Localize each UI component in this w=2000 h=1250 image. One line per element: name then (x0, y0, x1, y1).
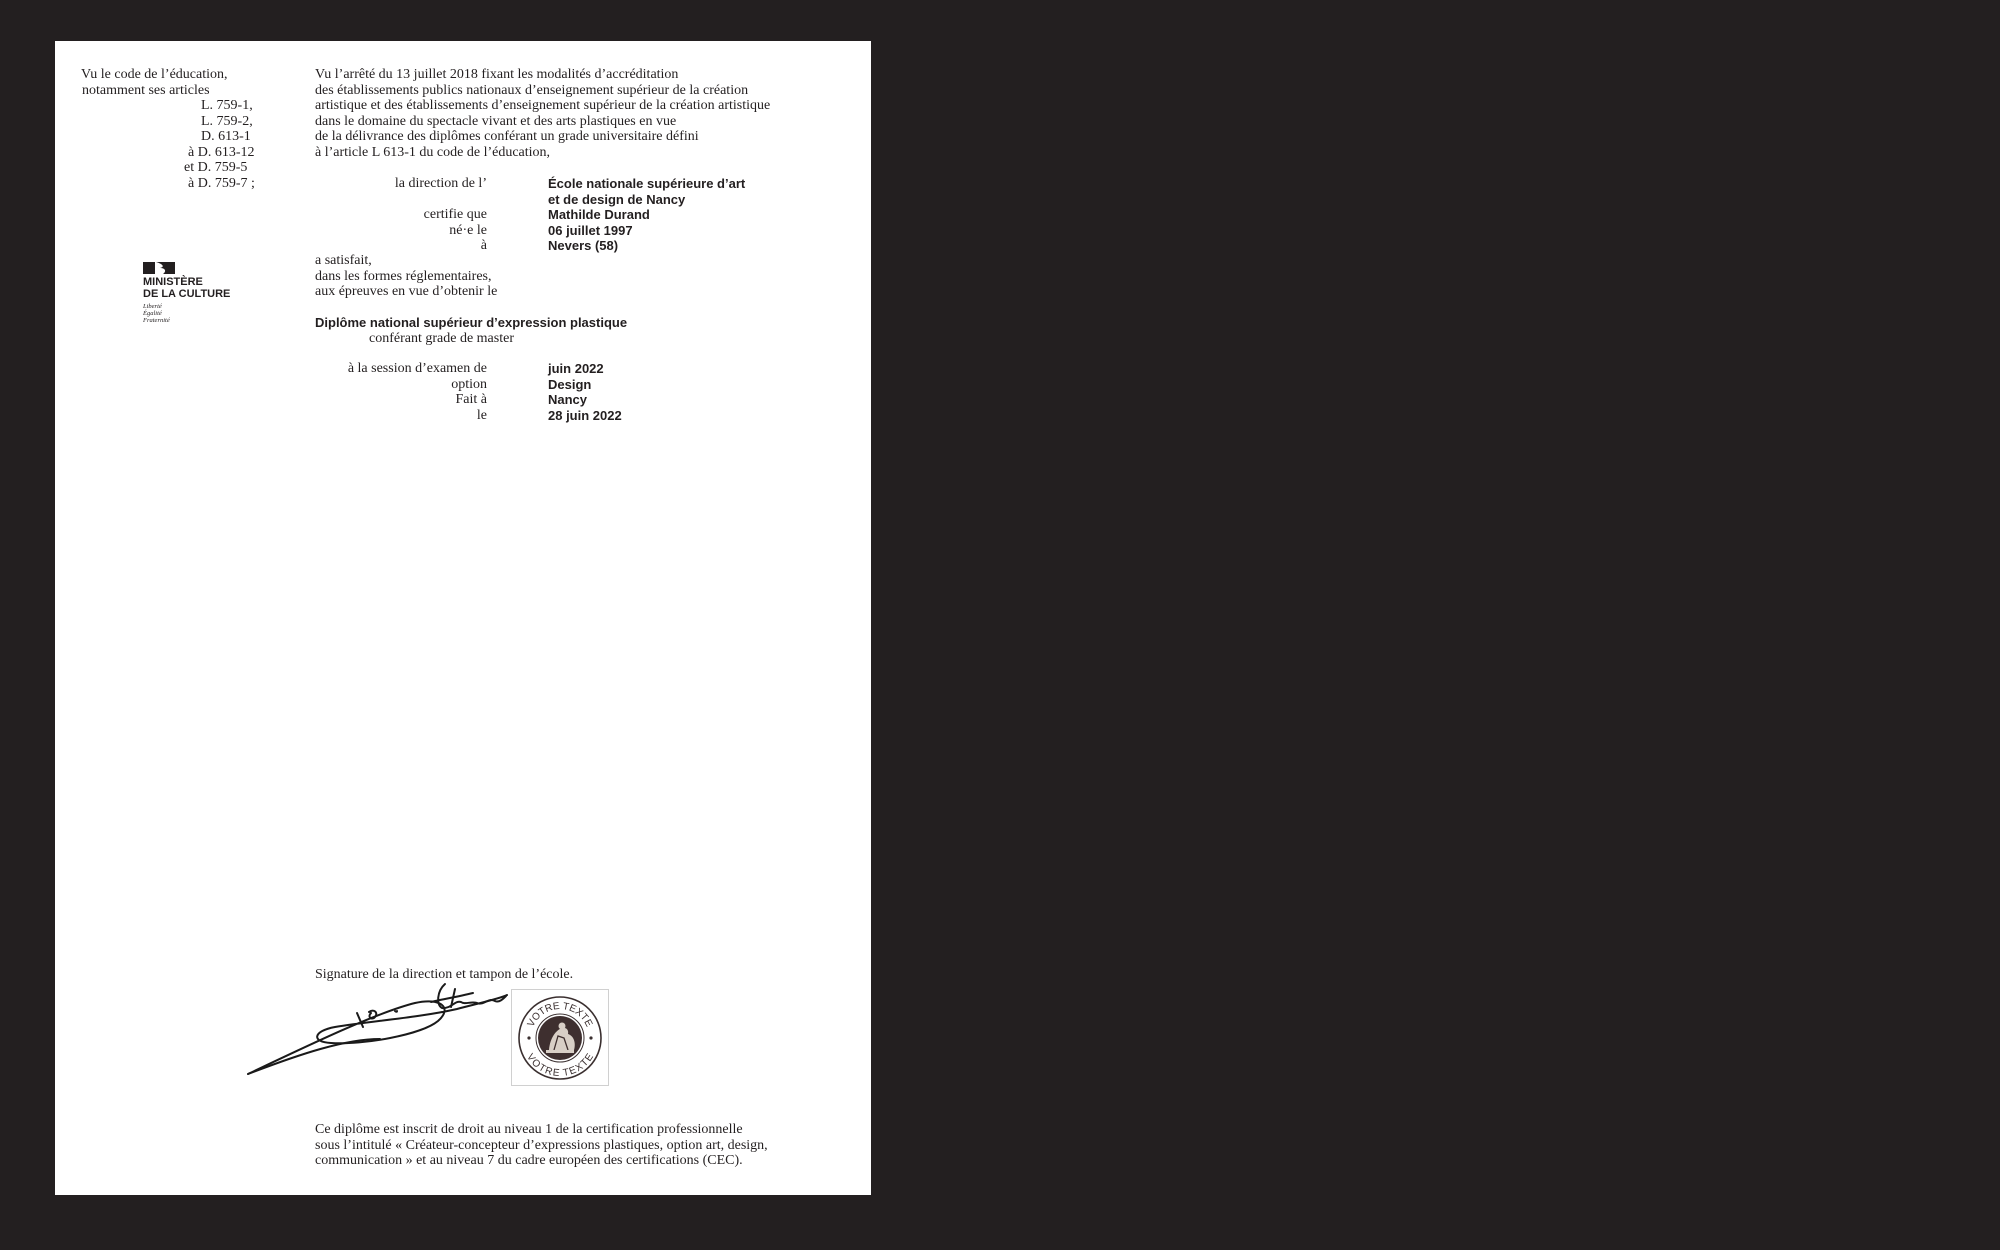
decree-line: Vu l’arrêté du 13 juillet 2018 fixant les modalités d’accréditation (315, 67, 679, 82)
date-value: 28 juin 2022 (548, 407, 622, 423)
birth-date: 06 juillet 1997 (548, 222, 633, 238)
certification-notice-line: Ce diplôme est inscrit de droit au niveau 1 de la certification professionnelle (315, 1122, 743, 1137)
motto-word: Liberté (143, 303, 162, 310)
school-row (315, 176, 815, 192)
born-label: né·e le (449, 222, 487, 238)
marianne-icon (143, 261, 175, 273)
certification-notice (315, 1122, 768, 1169)
decree-paragraph (315, 67, 770, 160)
school-row-2 (315, 192, 815, 208)
session-row (315, 361, 815, 377)
decree-line: dans le domaine du spectacle vivant et des arts plastiques en vue (315, 113, 677, 129)
ministry-name-line: MINISTÈRE (143, 276, 203, 288)
ministry-logo (143, 261, 273, 324)
decree-line: à l’article L 613-1 du code de l’éducation, (315, 144, 551, 160)
school-name-line: et de design de Nancy (548, 191, 686, 207)
decree-line: artistique et des établissements d’enseignement supérieur de la création artistique (315, 98, 771, 113)
satisfied-line: dans les formes réglementaires, (315, 268, 492, 284)
article-ref: à D. 759-7 ; (188, 175, 255, 191)
holder-row (315, 207, 815, 223)
option-value: Design (548, 376, 592, 392)
school-stamp (511, 989, 609, 1086)
certification-notice-line: sous l’intitulé « Créateur-concepteur d’expressions plastiques, option art, design, (315, 1137, 768, 1153)
session-label: à la session d’examen de (347, 361, 487, 376)
date-row (315, 408, 815, 424)
diploma-page (55, 41, 871, 1195)
diploma-grade: conférant grade de master (369, 330, 514, 346)
decree-line: de la délivrance des diplômes conférant un grade universitaire défini (315, 129, 699, 144)
satisfied-line: a satisfait, (315, 253, 372, 268)
satisfied-line: aux épreuves en vue d’obtenir le (315, 284, 498, 299)
done-at-value: Nancy (548, 392, 588, 407)
done-at-row (315, 392, 815, 408)
done-at-label: Fait à (455, 392, 487, 407)
date-label: le (476, 407, 487, 423)
school-name-line: École nationale supérieure d’art (548, 176, 746, 191)
certification-notice-line: communication » et au niveau 7 du cadre européen des certifications (CEC). (315, 1153, 743, 1168)
direction-label: la direction de l’ (394, 176, 487, 191)
article-ref: et D. 759-5 (184, 160, 248, 175)
ministry-name-line: DE LA CULTURE (143, 288, 231, 300)
option-row (315, 377, 815, 393)
decree-line: des établissements publics nationaux d’enseignement supérieur de la création (315, 82, 749, 98)
motto-word: Fraternité (143, 317, 170, 324)
article-ref: L. 759-1, (201, 98, 253, 113)
birth-place-row (315, 238, 815, 254)
birth-place: Nevers (58) (548, 238, 619, 253)
birth-date-row (315, 223, 815, 239)
option-label: option (451, 376, 487, 392)
session-value: juin 2022 (548, 361, 604, 376)
motto-word: Égalité (143, 310, 162, 317)
signature-caption: Signature de la direction et tampon de l’école. (315, 967, 574, 982)
legal-articles (77, 67, 267, 191)
holder-name: Mathilde Durand (548, 207, 650, 222)
articles-intro-line: notamment ses articles (82, 82, 210, 98)
articles-intro-line: Vu le code de l’éducation, (81, 67, 228, 82)
article-ref: L. 759-2, (201, 113, 253, 129)
stamp-text-bottom: VOTRE TEXTE (523, 1052, 597, 1080)
satisfied-paragraph (315, 253, 497, 300)
article-ref: à D. 613-12 (188, 144, 255, 160)
stamp-text-top: VOTRE TEXTE (525, 1000, 595, 1029)
certify-label: certifie que (423, 207, 487, 222)
article-ref: D. 613-1 (201, 129, 251, 144)
at-label: à (480, 238, 487, 253)
diploma-title: Diplôme national supérieur d’expression plastique (315, 315, 628, 330)
